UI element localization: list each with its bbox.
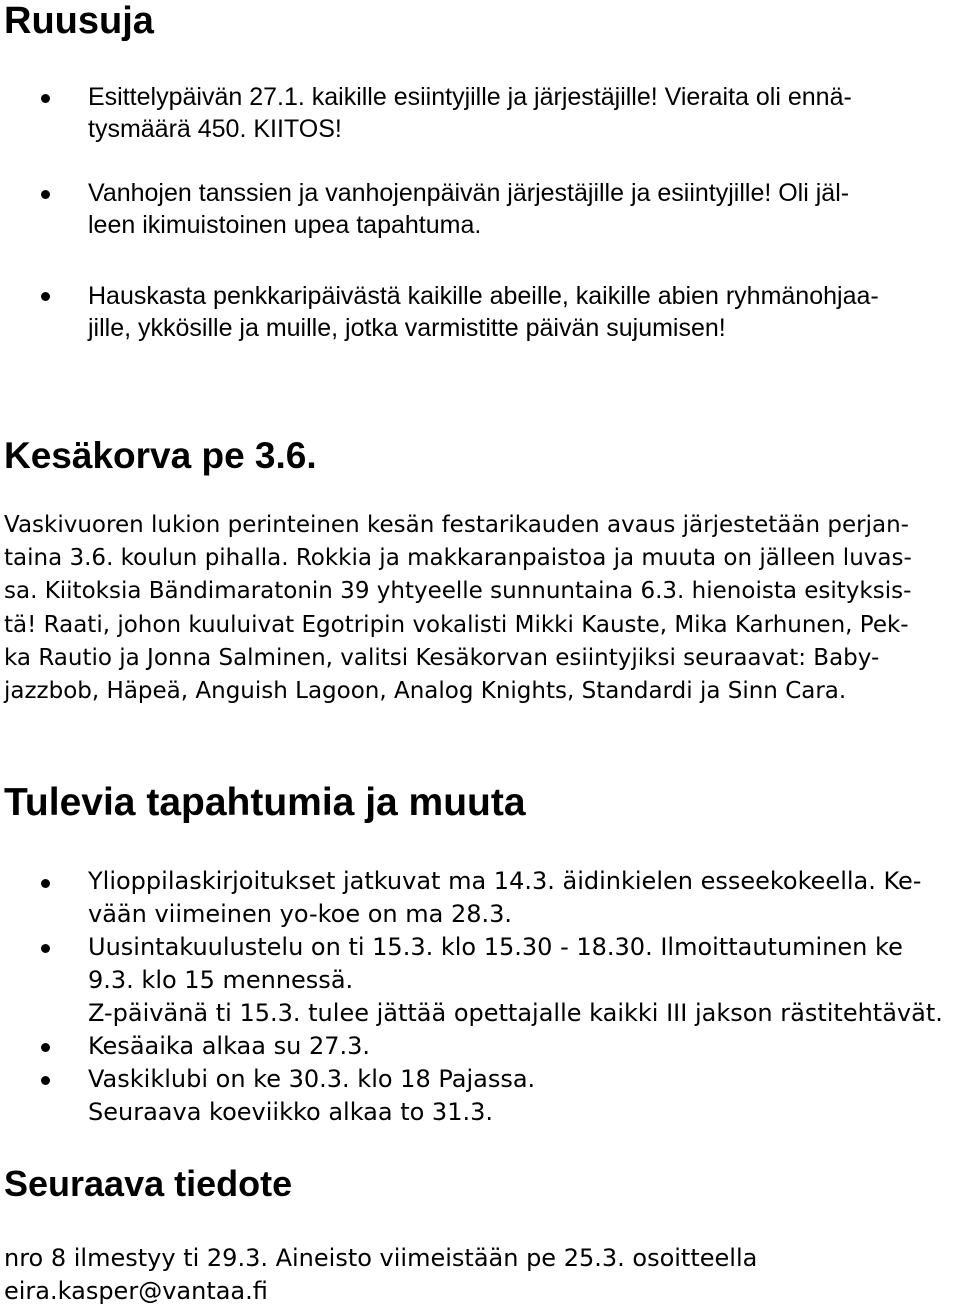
kesakorva-line-5: ka Rautio ja Jonna Salminen, valitsi Kesäkorvan esiintyjiksi seuraavat: Baby- [4,645,880,671]
tulevia-line-8: Seuraava koeviikko alkaa to 31.3. [88,1098,493,1126]
bullet-icon [41,292,50,301]
bullet-icon [41,1043,50,1052]
tulevia-line-7: Vaskiklubi on ke 30.3. klo 18 Pajassa. [88,1065,536,1093]
heading-ruusuja: Ruusuja [4,0,154,42]
tulevia-line-1: Ylioppilaskirjoitukset jatkuvat ma 14.3. äidinkielen esseekokeella. Ke- [88,867,922,895]
bullet-icon [41,879,50,888]
seuraava-email[interactable]: eira.kasper@vantaa.fi [4,1277,268,1305]
heading-tulevia: Tulevia tapahtumia ja muuta [4,781,526,824]
ruusuja-line-2: tysmäärä 450. KIITOS! [88,115,342,143]
ruusuja-line-6: jille, ykkösille ja muille, jotka varmistitte päivän sujumisen! [88,314,726,342]
ruusuja-line-3: Vanhojen tanssien ja vanhojenpäivän järjestäjille ja esiintyjille! Oli jäl- [88,179,850,207]
kesakorva-line-4: tä! Raati, johon kuuluivat Egotripin vokalisti Mikki Kauste, Mika Karhunen, Pek- [4,612,909,638]
tulevia-line-2: vään viimeinen yo-koe on ma 28.3. [88,900,513,928]
heading-kesakorva: Kesäkorva pe 3.6. [4,435,317,476]
kesakorva-line-3: sa. Kiitoksia Bändimaratonin 39 yhtyeelle sunnuntaina 6.3. hienoista esityksis- [4,578,912,604]
tulevia-line-6: Kesäaika alkaa su 27.3. [88,1032,371,1060]
bullet-icon [41,190,50,199]
bullet-icon [41,944,50,953]
ruusuja-line-4: leen ikimuistoinen upea tapahtuma. [88,211,482,239]
ruusuja-line-5: Hauskasta penkkaripäivästä kaikille abeille, kaikille abien ryhmänohjaa- [88,282,879,310]
tulevia-line-5: Z-päivänä ti 15.3. tulee jättää opettajalle kaikki III jakson rästitehtävät. [88,999,943,1027]
bullet-icon [41,94,50,103]
heading-seuraava-tiedote: Seuraava tiedote [4,1163,293,1204]
kesakorva-line-2: taina 3.6. koulun pihalla. Rokkia ja makkaranpaistoa ja muuta on jälleen luvas- [4,545,912,571]
tulevia-line-4: 9.3. klo 15 mennessä. [88,966,354,994]
bullet-icon [41,1076,50,1085]
ruusuja-line-1: Esittelypäivän 27.1. kaikille esiintyjille ja järjestäjille! Vieraita oli ennä- [88,83,852,111]
kesakorva-line-1: Vaskivuoren lukion perinteinen kesän festarikauden avaus järjestetään perjan- [4,512,909,538]
kesakorva-line-6: jazzbob, Häpeä, Anguish Lagoon, Analog Knights, Standardi ja Sinn Cara. [4,678,847,704]
tulevia-line-3: Uusintakuulustelu on ti 15.3. klo 15.30 - 18.30. Ilmoittautuminen ke [88,933,903,961]
seuraava-line-1: nro 8 ilmestyy ti 29.3. Aineisto viimeistään pe 25.3. osoitteella [4,1244,758,1272]
